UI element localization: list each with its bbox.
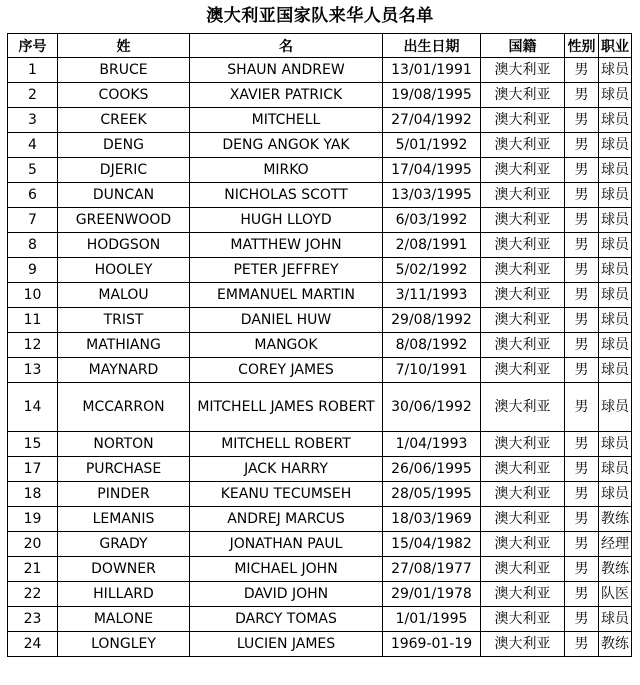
table-row: [8, 258, 632, 283]
table-header: [8, 34, 632, 58]
cell-given-name: PETER JEFFREY: [190, 258, 383, 283]
cell-birth-date: 28/05/1995: [383, 482, 481, 507]
cell-sex: 男: [565, 383, 599, 432]
cell-birth-date: 29/01/1978: [383, 582, 481, 607]
cell-occupation: 球员: [599, 108, 632, 133]
table-row: [8, 233, 632, 258]
cell-surname: GREENWOOD: [58, 208, 190, 233]
cell-surname: LEMANIS: [58, 507, 190, 532]
cell-nationality: 澳大利亚: [481, 83, 565, 108]
cell-sex: 男: [565, 358, 599, 383]
cell-occupation: 球员: [599, 83, 632, 108]
cell-occupation: 球员: [599, 283, 632, 308]
table-row: [8, 333, 632, 358]
table-row: [8, 582, 632, 607]
cell-index: 19: [8, 507, 58, 532]
cell-index: 22: [8, 582, 58, 607]
cell-sex: 男: [565, 183, 599, 208]
cell-sex: 男: [565, 158, 599, 183]
cell-given-name: NICHOLAS SCOTT: [190, 183, 383, 208]
cell-given-name: DARCY TOMAS: [190, 607, 383, 632]
cell-occupation: 球员: [599, 183, 632, 208]
cell-nationality: 澳大利亚: [481, 258, 565, 283]
cell-index: 21: [8, 557, 58, 582]
cell-sex: 男: [565, 432, 599, 457]
header-occupation: 职业: [599, 34, 632, 58]
table-row: [8, 383, 632, 432]
cell-surname: MCCARRON: [58, 383, 190, 432]
cell-index: 9: [8, 258, 58, 283]
cell-index: 24: [8, 632, 58, 657]
cell-birth-date: 27/08/1977: [383, 557, 481, 582]
cell-given-name: EMMANUEL MARTIN: [190, 283, 383, 308]
cell-given-name: HUGH LLOYD: [190, 208, 383, 233]
cell-given-name: MIRKO: [190, 158, 383, 183]
cell-index: 5: [8, 158, 58, 183]
cell-birth-date: 19/08/1995: [383, 83, 481, 108]
cell-birth-date: 8/08/1992: [383, 333, 481, 358]
cell-birth-date: 1/01/1995: [383, 607, 481, 632]
cell-occupation: 球员: [599, 208, 632, 233]
table-row: [8, 532, 632, 557]
cell-sex: 男: [565, 83, 599, 108]
cell-given-name: XAVIER PATRICK: [190, 83, 383, 108]
cell-given-name: LUCIEN JAMES: [190, 632, 383, 657]
cell-index: 20: [8, 532, 58, 557]
table-row: [8, 507, 632, 532]
cell-sex: 男: [565, 482, 599, 507]
cell-surname: CREEK: [58, 108, 190, 133]
cell-occupation: 球员: [599, 58, 632, 83]
cell-nationality: 澳大利亚: [481, 233, 565, 258]
cell-birth-date: 29/08/1992: [383, 308, 481, 333]
cell-given-name: DANIEL HUW: [190, 308, 383, 333]
cell-nationality: 澳大利亚: [481, 358, 565, 383]
cell-nationality: 澳大利亚: [481, 208, 565, 233]
cell-nationality: 澳大利亚: [481, 457, 565, 482]
table-row: [8, 308, 632, 333]
cell-nationality: 澳大利亚: [481, 482, 565, 507]
cell-nationality: 澳大利亚: [481, 507, 565, 532]
cell-surname: HILLARD: [58, 582, 190, 607]
cell-sex: 男: [565, 233, 599, 258]
cell-given-name: MITCHELL JAMES ROBERT: [190, 383, 383, 432]
cell-birth-date: 2/08/1991: [383, 233, 481, 258]
cell-nationality: 澳大利亚: [481, 158, 565, 183]
cell-given-name: DENG ANGOK YAK: [190, 133, 383, 158]
cell-birth-date: 18/03/1969: [383, 507, 481, 532]
header-surname: 姓: [58, 34, 190, 58]
cell-surname: PURCHASE: [58, 457, 190, 482]
header-birth-date: 出生日期: [383, 34, 481, 58]
table-row: [8, 108, 632, 133]
cell-nationality: 澳大利亚: [481, 432, 565, 457]
cell-nationality: 澳大利亚: [481, 108, 565, 133]
cell-index: 4: [8, 133, 58, 158]
cell-surname: BRUCE: [58, 58, 190, 83]
cell-nationality: 澳大利亚: [481, 582, 565, 607]
cell-index: 11: [8, 308, 58, 333]
cell-index: 7: [8, 208, 58, 233]
header-given-name: 名: [190, 34, 383, 58]
cell-index: 6: [8, 183, 58, 208]
cell-given-name: JONATHAN PAUL: [190, 532, 383, 557]
cell-surname: MALONE: [58, 607, 190, 632]
cell-given-name: COREY JAMES: [190, 358, 383, 383]
cell-occupation: 教练: [599, 632, 632, 657]
cell-index: 13: [8, 358, 58, 383]
cell-index: 18: [8, 482, 58, 507]
cell-surname: HODGSON: [58, 233, 190, 258]
cell-index: 10: [8, 283, 58, 308]
cell-surname: MAYNARD: [58, 358, 190, 383]
table-row: [8, 432, 632, 457]
cell-occupation: 队医: [599, 582, 632, 607]
cell-sex: 男: [565, 457, 599, 482]
cell-occupation: 球员: [599, 358, 632, 383]
cell-index: 3: [8, 108, 58, 133]
cell-occupation: 球员: [599, 308, 632, 333]
cell-nationality: 澳大利亚: [481, 283, 565, 308]
cell-given-name: MATTHEW JOHN: [190, 233, 383, 258]
table-row: [8, 457, 632, 482]
cell-birth-date: 3/11/1993: [383, 283, 481, 308]
table-row: [8, 183, 632, 208]
cell-birth-date: 13/01/1991: [383, 58, 481, 83]
cell-index: 17: [8, 457, 58, 482]
cell-occupation: 球员: [599, 607, 632, 632]
cell-sex: 男: [565, 333, 599, 358]
cell-surname: TRIST: [58, 308, 190, 333]
cell-surname: COOKS: [58, 83, 190, 108]
cell-sex: 男: [565, 283, 599, 308]
header-row: [8, 34, 632, 58]
cell-nationality: 澳大利亚: [481, 383, 565, 432]
table-row: [8, 133, 632, 158]
cell-birth-date: 5/01/1992: [383, 133, 481, 158]
cell-surname: DOWNER: [58, 557, 190, 582]
cell-given-name: KEANU TECUMSEH: [190, 482, 383, 507]
cell-given-name: DAVID JOHN: [190, 582, 383, 607]
cell-birth-date: 15/04/1982: [383, 532, 481, 557]
cell-occupation: 球员: [599, 432, 632, 457]
cell-given-name: MICHAEL JOHN: [190, 557, 383, 582]
cell-nationality: 澳大利亚: [481, 308, 565, 333]
cell-sex: 男: [565, 507, 599, 532]
cell-surname: MALOU: [58, 283, 190, 308]
cell-sex: 男: [565, 557, 599, 582]
cell-index: 1: [8, 58, 58, 83]
cell-given-name: ANDREJ MARCUS: [190, 507, 383, 532]
cell-index: 12: [8, 333, 58, 358]
cell-nationality: 澳大利亚: [481, 532, 565, 557]
table-row: [8, 208, 632, 233]
cell-birth-date: 5/02/1992: [383, 258, 481, 283]
cell-surname: DUNCAN: [58, 183, 190, 208]
cell-birth-date: 6/03/1992: [383, 208, 481, 233]
header-sex: 性别: [565, 34, 599, 58]
cell-surname: GRADY: [58, 532, 190, 557]
cell-surname: PINDER: [58, 482, 190, 507]
table-row: [8, 158, 632, 183]
cell-occupation: 球员: [599, 383, 632, 432]
cell-occupation: 球员: [599, 482, 632, 507]
cell-index: 23: [8, 607, 58, 632]
cell-given-name: MITCHELL: [190, 108, 383, 133]
cell-nationality: 澳大利亚: [481, 607, 565, 632]
cell-birth-date: 1/04/1993: [383, 432, 481, 457]
cell-given-name: MANGOK: [190, 333, 383, 358]
cell-birth-date: 26/06/1995: [383, 457, 481, 482]
cell-index: 14: [8, 383, 58, 432]
cell-surname: LONGLEY: [58, 632, 190, 657]
cell-surname: DJERIC: [58, 158, 190, 183]
cell-occupation: 教练: [599, 557, 632, 582]
cell-sex: 男: [565, 258, 599, 283]
cell-nationality: 澳大利亚: [481, 632, 565, 657]
cell-occupation: 经理: [599, 532, 632, 557]
cell-given-name: SHAUN ANDREW: [190, 58, 383, 83]
cell-surname: HOOLEY: [58, 258, 190, 283]
table-body: [8, 58, 632, 657]
cell-sex: 男: [565, 632, 599, 657]
table-row: [8, 58, 632, 83]
cell-nationality: 澳大利亚: [481, 133, 565, 158]
cell-nationality: 澳大利亚: [481, 557, 565, 582]
table-row: [8, 632, 632, 657]
cell-birth-date: 13/03/1995: [383, 183, 481, 208]
cell-sex: 男: [565, 532, 599, 557]
cell-sex: 男: [565, 582, 599, 607]
cell-sex: 男: [565, 308, 599, 333]
cell-occupation: 球员: [599, 258, 632, 283]
table-row: [8, 557, 632, 582]
cell-surname: DENG: [58, 133, 190, 158]
cell-sex: 男: [565, 108, 599, 133]
cell-surname: MATHIANG: [58, 333, 190, 358]
cell-occupation: 球员: [599, 233, 632, 258]
cell-sex: 男: [565, 133, 599, 158]
cell-nationality: 澳大利亚: [481, 333, 565, 358]
cell-given-name: MITCHELL ROBERT: [190, 432, 383, 457]
header-index: 序号: [8, 34, 58, 58]
cell-index: 2: [8, 83, 58, 108]
table-row: [8, 607, 632, 632]
table-row: [8, 482, 632, 507]
document-title: 澳大利亚国家队来华人员名单: [206, 6, 434, 26]
roster-table: [7, 33, 632, 657]
cell-birth-date: 7/10/1991: [383, 358, 481, 383]
cell-occupation: 球员: [599, 133, 632, 158]
cell-occupation: 球员: [599, 158, 632, 183]
cell-nationality: 澳大利亚: [481, 183, 565, 208]
cell-occupation: 教练: [599, 507, 632, 532]
cell-index: 8: [8, 233, 58, 258]
header-nationality: 国籍: [481, 34, 565, 58]
cell-birth-date: 30/06/1992: [383, 383, 481, 432]
cell-sex: 男: [565, 607, 599, 632]
cell-surname: NORTON: [58, 432, 190, 457]
cell-sex: 男: [565, 208, 599, 233]
table-row: [8, 283, 632, 308]
cell-birth-date: 17/04/1995: [383, 158, 481, 183]
table-row: [8, 358, 632, 383]
cell-birth-date: 27/04/1992: [383, 108, 481, 133]
cell-birth-date: 1969-01-19: [383, 632, 481, 657]
cell-index: 15: [8, 432, 58, 457]
table-row: [8, 83, 632, 108]
cell-occupation: 球员: [599, 333, 632, 358]
cell-occupation: 球员: [599, 457, 632, 482]
cell-given-name: JACK HARRY: [190, 457, 383, 482]
cell-sex: 男: [565, 58, 599, 83]
cell-nationality: 澳大利亚: [481, 58, 565, 83]
